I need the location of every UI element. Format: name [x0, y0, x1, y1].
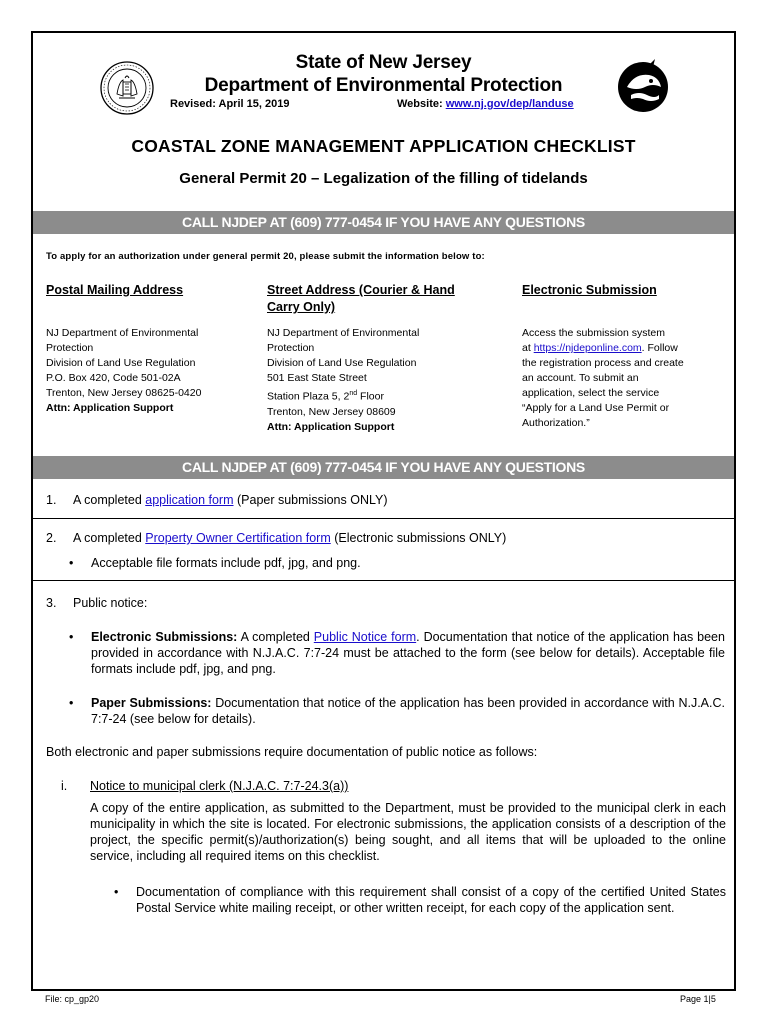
paper-submissions-bullet	[91, 695, 725, 727]
street-line: Protection	[267, 342, 315, 354]
sub-item-heading: Notice to municipal clerk (N.J.A.C. 7:7-24.3(a))	[90, 779, 349, 793]
item-text: Public notice:	[73, 596, 148, 610]
bullet-text: Documentation that notice of the application has been provided in accordance with N.J.A.C. 7:7-24 (see below for details).	[91, 696, 725, 726]
item-text: (Electronic submissions ONLY)	[330, 531, 507, 545]
application-form-link[interactable]: application form	[145, 493, 234, 507]
header-department: Department of Environmental Protection	[204, 75, 563, 96]
call-bar-middle: CALL NJDEP AT (609) 777-0454 IF YOU HAVE ANY QUESTIONS	[33, 456, 734, 479]
sub-item-bullet: • Documentation of compliance with this requirement shall consist of a copy of the certified United States Postal Service white mailing receipt, or other written receipt, for each copy of the application sent.	[136, 884, 726, 916]
bullet-bold: Paper Submissions:	[91, 696, 212, 710]
divider	[33, 580, 734, 581]
street-heading	[267, 282, 455, 316]
postal-line: P.O. Box 420, Code 501-02A	[46, 372, 181, 384]
item-number: 3.	[46, 596, 57, 610]
checklist-item-3	[46, 595, 147, 612]
bullet-text: . Documentation that notice of the application has been provided in accordance with N.J.A.C. 7:7-24 must be attached to the form (see below for details). Acceptable file formats include pdf, jpg, and png.	[91, 630, 725, 676]
website-link[interactable]: www.nj.gov/dep/landuse	[445, 98, 574, 110]
item-text: A completed	[73, 531, 146, 545]
street-line-station	[267, 386, 419, 405]
checklist-item-1	[46, 492, 388, 509]
electronic-line-link	[522, 341, 684, 356]
postal-line: Protection	[46, 342, 94, 354]
postal-line: Division of Land Use Regulation	[46, 357, 196, 369]
station-floor: Floor	[357, 390, 384, 403]
street-line: NJ Department of Environmental	[267, 327, 420, 339]
page-subtitle: General Permit 20 – Legalization of the filling of tidelands	[179, 170, 588, 187]
electronic-line: application, select the service	[522, 387, 660, 399]
footer-file: File: cp_gp20	[45, 994, 100, 1004]
sub-item-paragraph: A copy of the entire application, as submitted to the Department, must be provided to the municipal clerk in each municipality in which the site is located. For electronic submissions, the application consists of a description of the project, the specific permit(s)/authorization(s) being sought, and all items that will be uploaded to the online service, including all required items on this checklist.	[90, 801, 726, 863]
electronic-submissions-bullet	[91, 629, 725, 677]
revised-date: Revised: April 15, 2019	[170, 98, 290, 110]
njdeponline-link[interactable]: https://njdeponline.com	[533, 342, 642, 354]
street-attn: Attn: Application Support	[267, 420, 395, 433]
sub-item-i	[46, 778, 348, 795]
electronic-line: “Apply for a Land Use Permit or	[522, 402, 670, 414]
station-sup: nd	[349, 390, 358, 397]
item-number: 1.	[46, 493, 57, 507]
postal-address	[46, 326, 201, 416]
item-2-bullet: • Acceptable file formats include pdf, jpg, and png.	[91, 555, 721, 571]
electronic-line: Access the submission system	[522, 327, 665, 339]
item-text: (Paper submissions ONLY)	[233, 493, 388, 507]
postal-line: Trenton, New Jersey 08625-0420	[46, 387, 202, 399]
street-address	[267, 326, 419, 435]
apply-instructions: To apply for an authorization under general permit 20, please submit the information below to:	[46, 251, 485, 262]
sub-item-number: i.	[61, 779, 68, 793]
street-line: 501 East State Street	[267, 372, 367, 384]
postal-heading: Postal Mailing Address	[46, 283, 184, 297]
street-heading-line2: Carry Only)	[267, 300, 336, 314]
public-notice-form-link[interactable]: Public Notice form	[313, 630, 417, 644]
header	[33, 33, 734, 115]
electronic-heading: Electronic Submission	[522, 283, 657, 297]
electronic-line: the registration process and create	[522, 357, 684, 369]
electronic-line: an account. To submit an	[522, 372, 639, 384]
street-heading-line1: Street Address (Courier & Hand	[267, 283, 455, 297]
website	[397, 98, 574, 110]
item-number: 2.	[46, 531, 57, 545]
both-submissions-text: Both electronic and paper submissions require documentation of public notice as follows:	[46, 745, 538, 759]
postal-line: NJ Department of Environmental	[46, 327, 199, 339]
street-line: Trenton, New Jersey 08609	[267, 405, 396, 418]
station-text: Station Plaza 5, 2	[267, 390, 350, 403]
page-title: COASTAL ZONE MANAGEMENT APPLICATION CHECKLIST	[131, 136, 636, 156]
street-line: Division of Land Use Regulation	[267, 357, 417, 369]
electronic-info	[522, 326, 684, 431]
electronic-line: Authorization.”	[522, 417, 590, 429]
checklist-item-2	[46, 530, 506, 547]
header-state: State of New Jersey	[295, 52, 472, 73]
document-frame	[31, 31, 736, 991]
electronic-at: at	[522, 342, 534, 354]
postal-attn: Attn: Application Support	[46, 402, 174, 414]
property-owner-certification-link[interactable]: Property Owner Certification form	[145, 531, 331, 545]
bullet-bold: Electronic Submissions:	[91, 630, 238, 644]
divider	[33, 518, 734, 519]
item-text: A completed	[73, 493, 146, 507]
website-label: Website:	[397, 98, 446, 110]
call-bar-top: CALL NJDEP AT (609) 777-0454 IF YOU HAVE ANY QUESTIONS	[33, 211, 734, 234]
footer-page: Page 1|5	[680, 994, 716, 1004]
bullet-text: A completed	[237, 630, 314, 644]
electronic-follow: . Follow	[641, 342, 678, 354]
